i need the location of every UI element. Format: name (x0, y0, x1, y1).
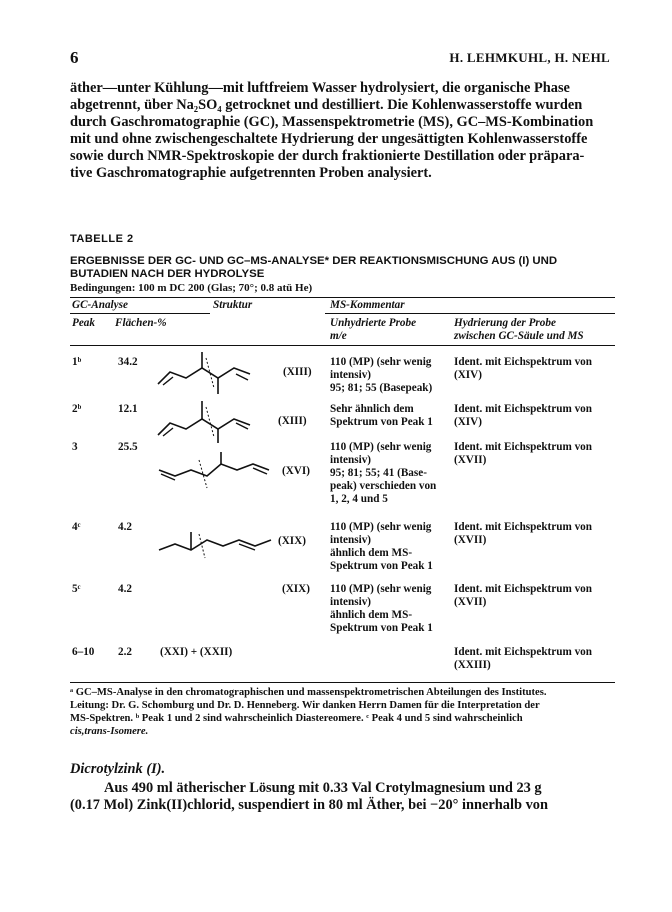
cell-area: 12.1 (118, 403, 138, 415)
cell-ms-comment (330, 403, 450, 429)
section-paragraph (70, 780, 610, 814)
ms-line: 110 (MP) (sehr wenig (330, 441, 432, 453)
cell-hydrierung (454, 646, 604, 672)
ms-line: 95; 81; 55; 41 (Base- (330, 467, 427, 479)
table-rule-top (70, 297, 615, 298)
table-rule-gc (70, 313, 210, 314)
section-title: Dicrotylzink (I). (70, 761, 166, 777)
section-line: Aus 490 ml ätherischer Lösung mit 0.33 Val Crotylmagnesium und 23 g (104, 780, 542, 796)
section-line: (0.17 Mol) Zink(II)chlorid, suspendiert in 80 ml Äther, bei −20° innerhalb von (70, 797, 548, 813)
header-struktur: Struktur (213, 299, 253, 311)
header-gc-analyse: GC-Analyse (72, 299, 128, 311)
cell-ms-comment (330, 583, 450, 635)
hyd-line: Ident. mit Eichspektrum von (454, 441, 592, 453)
footnote-line: ᵃ GC–MS-Analyse in den chromatographischen und massenspektrometrischen Abteilungen des Institutes. (70, 687, 547, 698)
cell-peak: 2ᵇ (72, 403, 82, 415)
intro-line: äther—unter Kühlung—mit luftfreiem Wasser hydrolysiert, die organische Phase (70, 80, 570, 96)
intro-line: abgetrennt, über Na₂SO₄ getrocknet und destilliert. Die Kohlenwasserstoffe wurden (70, 97, 583, 113)
hyd-line: (XXIII) (454, 659, 491, 671)
hyd-line: (XVII) (454, 596, 487, 608)
cell-area: 34.2 (118, 356, 138, 368)
header-peak: Peak (72, 317, 95, 329)
table-caption-text: ERGEBNISSE DER GC- UND GC–MS-ANALYSE* DER REAKTIONSMISCHUNG AUS (I) UND BUTADIEN NACH DER HYDROLYSE (70, 255, 558, 280)
intro-paragraph (70, 80, 610, 182)
ms-line: 110 (MP) (sehr wenig (330, 356, 432, 368)
ms-line: Spektrum von Peak 1 (330, 416, 433, 428)
table-conditions: Bedingungen: 100 m DC 200 (Glas; 70°; 0.8 atü He) (70, 282, 313, 294)
table-caption (70, 255, 615, 281)
hyd-line: Ident. mit Eichspektrum von (454, 521, 592, 533)
footnote-line: MS-Spektren. ᵇ Peak 1 und 2 sind wahrscheinlich Diastereomere. ᶜ Peak 4 und 5 sind wahrscheinlich (70, 713, 523, 724)
cell-area: 2.2 (118, 646, 132, 658)
header-ms-kommentar: MS-Kommentar (330, 299, 405, 311)
ms-line: ähnlich dem MS- (330, 609, 413, 621)
table-footnote (70, 686, 618, 738)
footnote-line: cis,trans-Isomere. (70, 726, 149, 737)
cell-hydrierung (454, 356, 604, 382)
compound-label: (XIX) (282, 583, 310, 595)
intro-line: mit und ohne zwischengeschaltete Hydrierung der ungesättigten Kohlenwasserstoffe (70, 131, 588, 147)
ms-line: Spektrum von Peak 1 (330, 560, 433, 572)
ms-line: intensiv) (330, 454, 372, 466)
footnote-line: Leitung: Dr. G. Schomburg und Dr. D. Henneberg. Wir danken Herrn Damen für die Interpretation der (70, 700, 540, 711)
ms-line: 110 (MP) (sehr wenig (330, 583, 432, 595)
cell-hydrierung (454, 403, 604, 429)
hyd-line: (XIV) (454, 416, 482, 428)
cell-ms-comment (330, 521, 450, 573)
cell-peak: 3 (72, 441, 78, 453)
cell-hydrierung (454, 441, 604, 467)
ms-line: Sehr ähnlich dem (330, 403, 414, 415)
structure-xix (155, 524, 277, 560)
cell-area: 4.2 (118, 521, 132, 533)
ms-line: intensiv) (330, 596, 372, 608)
table-title: TABELLE 2 (70, 233, 134, 245)
page-number: 6 (70, 48, 79, 67)
hyd-line: Ident. mit Eichspektrum von (454, 403, 592, 415)
cell-peak: 4ᶜ (72, 521, 81, 533)
intro-line: sowie durch NMR-Spektroskopie der durch fraktionierte Destillation oder präpara- (70, 148, 585, 164)
hyd-line: (XIV) (454, 369, 482, 381)
ms-line: peak) verschieden von (330, 480, 437, 492)
intro-line: durch Gaschromatographie (GC), Massenspektrometrie (MS), GC–MS-Kombination (70, 114, 594, 130)
cell-area: 4.2 (118, 583, 132, 595)
running-header-authors: H. LEHMKUHL, H. NEHL (449, 50, 610, 65)
intro-line: tive Gaschromatographie aufgetrennten Proben analysiert. (70, 165, 432, 181)
ms-line: intensiv) (330, 369, 372, 381)
hyd-line: Ident. mit Eichspektrum von (454, 646, 592, 658)
header-mz: m/e (330, 330, 347, 342)
structure-xiii-2 (150, 393, 280, 445)
ms-line: 110 (MP) (sehr wenig (330, 521, 432, 533)
structure-xiii-1 (150, 344, 280, 396)
compound-label: (XVI) (282, 465, 310, 477)
ms-line: ähnlich dem MS- (330, 547, 413, 559)
compound-label: (XIII) (278, 415, 307, 427)
hyd-line: (XVII) (454, 454, 487, 466)
compound-label: (XIX) (278, 535, 306, 547)
cell-peak: 6–10 (72, 646, 95, 658)
ms-line: 1, 2, 4 und 5 (330, 493, 388, 505)
ms-line: intensiv) (330, 534, 372, 546)
cell-hydrierung (454, 521, 604, 547)
header-flaechen: Flächen-% (115, 317, 167, 329)
table-rule-ms (325, 313, 615, 314)
compound-label: (XIII) (283, 366, 312, 378)
compound-label: (XXI) + (XXII) (160, 646, 233, 658)
hyd-line: Ident. mit Eichspektrum von (454, 583, 592, 595)
cell-peak: 5ᶜ (72, 583, 81, 595)
header-unhydriert: Unhydrierte Probe (330, 317, 417, 329)
header-zwischen: zwischen GC-Säule und MS (454, 330, 584, 342)
header-hydrierung: Hydrierung der Probe (454, 317, 556, 329)
cell-area: 25.5 (118, 441, 138, 453)
hyd-line: Ident. mit Eichspektrum von (454, 356, 592, 368)
hyd-line: (XVII) (454, 534, 487, 546)
cell-ms-comment (330, 441, 450, 506)
ms-line: Spektrum von Peak 1 (330, 622, 433, 634)
cell-hydrierung (454, 583, 604, 609)
table-rule-bottom (70, 682, 615, 683)
cell-peak: 1ᵇ (72, 356, 82, 368)
ms-line: 95; 81; 55 (Basepeak) (330, 382, 433, 394)
cell-ms-comment (330, 356, 450, 395)
structure-xvi (155, 448, 280, 492)
